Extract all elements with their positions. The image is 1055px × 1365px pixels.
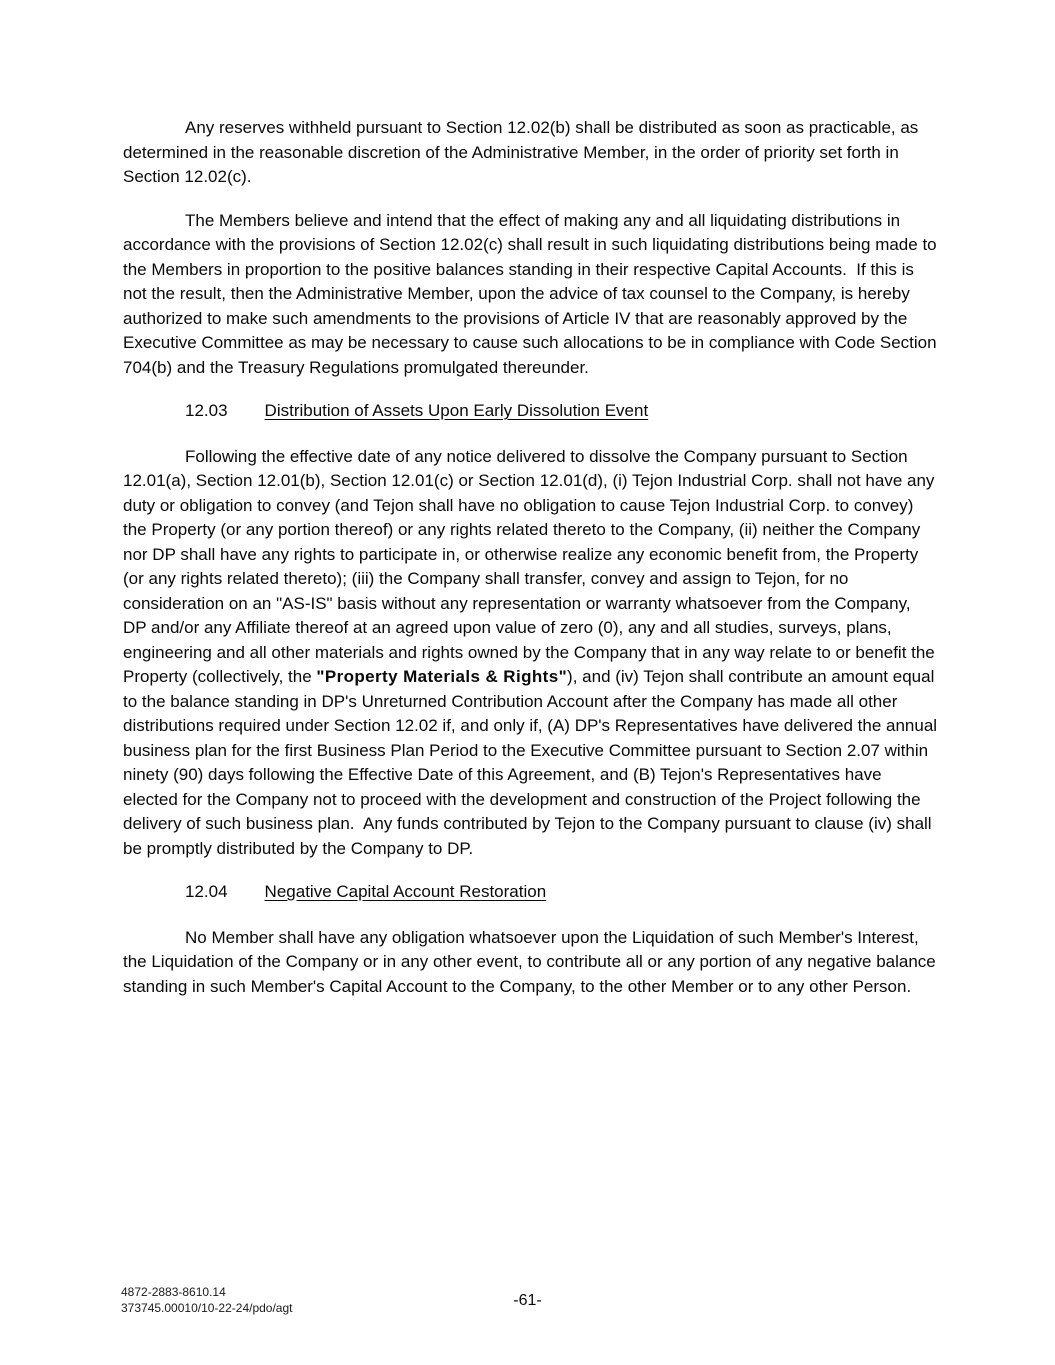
section-heading-12-03 xyxy=(123,399,938,424)
section-title: Distribution of Assets Upon Early Dissolution Event xyxy=(264,401,649,420)
paragraph-early-dissolution xyxy=(123,445,942,862)
footer-doc-id: 4872-2883-8610.14 xyxy=(121,1285,226,1299)
paragraph-reserves-withheld: Any reserves withheld pursuant to Section 12.02(b) shall be distributed as soon as practicable, as determined in the reasonable discretion of the Administrative Member, in the order of priority set forth in Section 12.02(c). xyxy=(123,118,924,186)
paragraph-liquidating-distributions: The Members believe and intend that the effect of making any and all liquidating distributions in accordance with the provisions of Section 12.02(c) shall result in such liquidating distributions being made to the Members in proportion to the positive balances standing in their respective Capital Accounts. If this is not the result, then the Administrative Member, upon the advice of tax counsel to the Company, is hereby authorized to make such amendments to the provisions of Article IV that are reasonably approved by the Executive Committee as may be necessary to cause such allocations to be in compliance with Code Section 704(b) and the Treasury Regulations promulgated thereunder. xyxy=(123,210,942,377)
page-number: -61- xyxy=(513,1292,542,1309)
paragraph-text-segment: ), and (iv) Tejon shall contribute an amount equal to the balance standing in DP's Unreturned Contribution Account after the Company has made all other distributions required under Section 12.02 if, and only if, (A) DP's Representatives have delivered the annual business plan for the first Business Plan Period to the Executive Committee pursuant to Section 2.07 within ninety (90) days following the Effective Date of this Agreement, and (B) Tejon's Representatives have elected for the Company not to proceed with the development and construction of the Project following the delivery of such business plan. Any funds contributed by Tejon to the Company pursuant to clause (iv) shall be promptly distributed by the Company to DP. xyxy=(123,667,942,858)
section-number: 12.04 xyxy=(185,882,228,901)
footer-matter-reference: 373745.00010/10-22-24/pdo/agt xyxy=(121,1301,293,1315)
paragraph-text-segment: Following the effective date of any notice delivered to dissolve the Company pursuant to Section 12.01(a), Section 12.01(b), Section 12.01(c) or Section 12.01(d), (i) Tejon Industrial Corp. shall not have any duty or obligation to convey (and Tejon shall have no obligation to cause Tejon Industrial Corp. to convey) the Property (or any portion thereof) or any rights related thereto to the Company, (ii) neither the Company nor DP shall have any rights to participate in, or otherwise realize any economic benefit from, the Property (or any rights related thereto); (iii) the Company shall transfer, convey and assign to Tejon, for no consideration on an "AS-IS" basis without any representation or warranty whatsoever from the Company, DP and/or any Affiliate thereof at an agreed upon value of zero (0), any and all studies, surveys, plans, engineering and all other materials and rights owned by the Company that in any way relate to or benefit the Property (collectively, the xyxy=(123,446,940,686)
defined-term-property-materials-rights: "Property Materials & Rights" xyxy=(316,667,568,686)
section-title: Negative Capital Account Restoration xyxy=(264,882,547,901)
section-heading-12-04 xyxy=(123,880,938,905)
section-number: 12.03 xyxy=(185,401,228,420)
document-body xyxy=(123,116,942,1018)
paragraph-negative-capital-account: No Member shall have any obligation whatsoever upon the Liquidation of such Member's Interest, the Liquidation of the Company or in any other event, to contribute all or any portion of any negative balance standing in such Member's Capital Account to the Company, to the other Member or to any other Person. xyxy=(123,927,941,996)
